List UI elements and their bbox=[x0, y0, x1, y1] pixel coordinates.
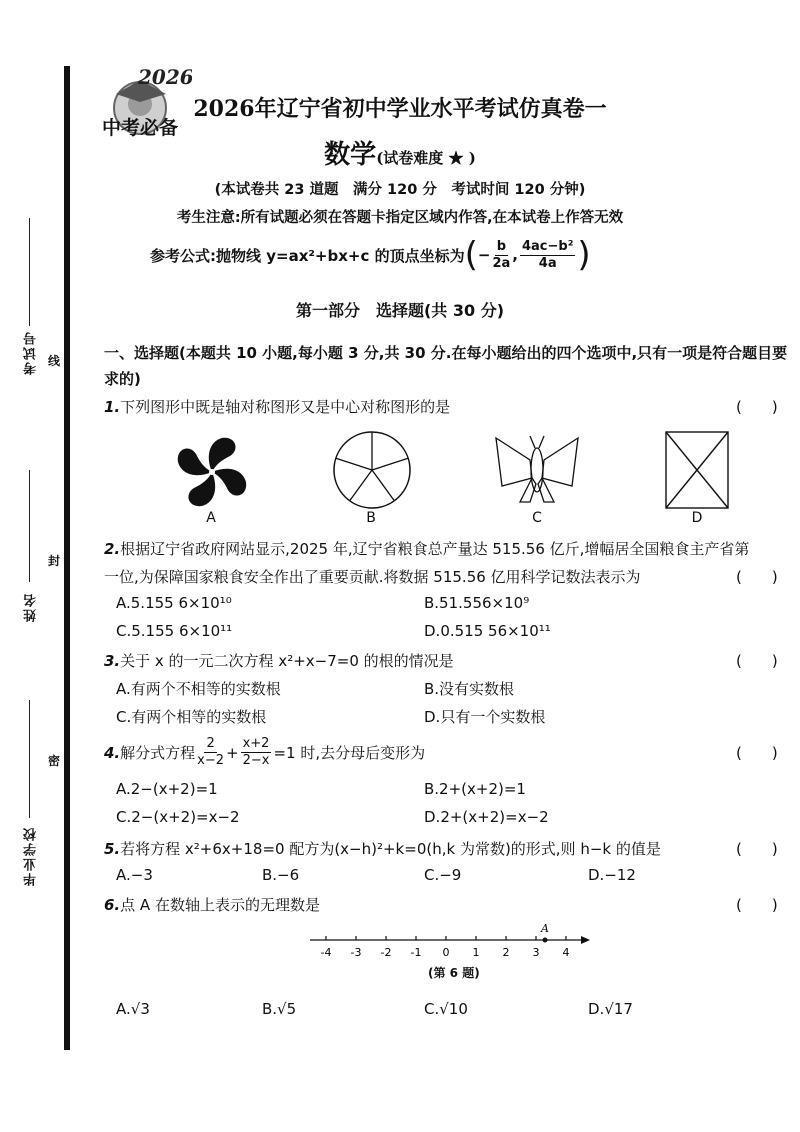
q3-option-c[interactable]: C.有两个相等的实数根 bbox=[116, 708, 267, 726]
school-label: 毕业学校 bbox=[24, 826, 39, 886]
cut-seal-mark: 封 bbox=[48, 554, 61, 568]
logo-year: 2026 bbox=[138, 65, 192, 89]
section-heading: 一、选择题(本题共 10 小题,每小题 3 分,共 30 分.在每小题给出的四个选项中,只有一项是符合题目要求的) bbox=[104, 344, 788, 388]
q4-option-b[interactable]: B.2+(x+2)=1 bbox=[424, 780, 526, 798]
answer-paren-1[interactable]: ( ) bbox=[736, 398, 778, 416]
q2-option-b[interactable]: B.51.556×10⁹ bbox=[424, 594, 530, 612]
figure-a-pinwheel bbox=[172, 432, 252, 516]
q4-option-a[interactable]: A.2−(x+2)=1 bbox=[116, 780, 218, 798]
exam-title: 2026年辽宁省初中学业水平考试仿真卷一 bbox=[193, 96, 607, 122]
question-5: 5.若将方程 x²+6x+18=0 配方为(x−h)²+k=0(h,k 为常数)的形式,则 h−k 的值是 bbox=[104, 840, 661, 858]
number-line-tick-label: 4 bbox=[562, 946, 570, 959]
q5-option-c[interactable]: C.−9 bbox=[424, 866, 462, 884]
number-line-tick-label: -4 bbox=[320, 946, 332, 959]
point-a-label: A bbox=[541, 922, 549, 935]
number-line-arrow bbox=[581, 936, 590, 944]
number-line-tick-label: -3 bbox=[350, 946, 362, 959]
answer-paren-4[interactable]: ( ) bbox=[736, 744, 778, 762]
cut-line-mark: 线 bbox=[48, 354, 61, 368]
formula-text: 参考公式:抛物线 y=ax²+bx+c 的顶点坐标为 bbox=[150, 246, 465, 265]
figure-b-divided-circle bbox=[330, 428, 414, 516]
question-2-line-2: 一位,为保障国家粮食安全作出了重要贡献.将数据 515.56 亿用科学记数法表示为 bbox=[104, 568, 641, 586]
subject-line bbox=[0, 134, 800, 171]
q5-option-b[interactable]: B.−6 bbox=[262, 866, 300, 884]
figure-label-d: D bbox=[691, 510, 703, 526]
exam-info: (本试卷共 23 道题 满分 120 分 考试时间 120 分钟) bbox=[214, 182, 586, 198]
figure-label-c: C bbox=[532, 510, 542, 526]
vertex-y-fraction: $\frac{\text{4ac−b²}}{4a}$ bbox=[521, 238, 574, 271]
q6-option-c[interactable]: C.√10 bbox=[424, 1000, 468, 1018]
number-line-tick-label: 0 bbox=[442, 946, 450, 959]
question-1: 1.下列图形中既是轴对称图形又是中心对称图形的是 bbox=[104, 398, 451, 416]
figure-d-crossed-rectangle bbox=[664, 430, 730, 514]
q6-option-d[interactable]: D.√17 bbox=[588, 1000, 633, 1018]
figure-c-butterfly bbox=[492, 432, 582, 512]
q4-option-c[interactable]: C.2−(x+2)=x−2 bbox=[116, 808, 240, 826]
question-2-line-1: 2.根据辽宁省政府网站显示,2025 年,辽宁省粮食总产量达 515.56 亿斤,增幅居全国粮食主产省第 bbox=[104, 540, 750, 558]
number-line-figure bbox=[300, 920, 600, 968]
school-blank[interactable] bbox=[29, 700, 30, 818]
name-blank[interactable] bbox=[29, 470, 30, 582]
name-label: 姓名 bbox=[24, 592, 39, 622]
number-line-tick-label: 1 bbox=[472, 946, 480, 959]
question-6: 6.点 A 在数轴上表示的无理数是 bbox=[104, 896, 320, 914]
cut-secret-mark: 密 bbox=[48, 754, 61, 768]
q4-fraction-1: $\frac{2}{x-2}$ bbox=[197, 736, 225, 768]
answer-paren-5[interactable]: ( ) bbox=[736, 840, 778, 858]
question-3: 3.关于 x 的一元二次方程 x²+x−7=0 的根的情况是 bbox=[104, 652, 454, 670]
q3-option-d[interactable]: D.只有一个实数根 bbox=[424, 708, 546, 726]
exam-number-label: 考试号 bbox=[24, 330, 39, 375]
figure-label-b: B bbox=[366, 510, 376, 526]
point-a-marker bbox=[543, 938, 548, 943]
number-line-tick-label: 2 bbox=[502, 946, 510, 959]
answer-paren-2[interactable]: ( ) bbox=[736, 568, 778, 586]
q6-option-b[interactable]: B.√5 bbox=[262, 1000, 297, 1018]
number-line-tick-label: 3 bbox=[532, 946, 540, 959]
figure-6-caption: (第 6 题) bbox=[428, 966, 480, 980]
number-line-tick-label: -2 bbox=[380, 946, 392, 959]
logo-text: 中考必备 bbox=[102, 117, 179, 139]
reference-formula: 参考公式:抛物线 y=ax²+bx+c 的顶点坐标为 ( − $\frac{b}{2a}$ , $\frac{\text{4ac−b²}}{4a}$ ) bbox=[150, 235, 591, 275]
q4-fraction-2: $\frac{x+2}{2-x}$ bbox=[242, 736, 270, 768]
q2-option-c[interactable]: C.5.155 6×10¹¹ bbox=[116, 622, 233, 640]
q2-option-a[interactable]: A.5.155 6×10¹⁰ bbox=[116, 594, 232, 612]
exam-notice: 考生注意:所有试题必须在答题卡指定区域内作答,在本试卷上作答无效 bbox=[176, 210, 624, 226]
q3-option-a[interactable]: A.有两个不相等的实数根 bbox=[116, 680, 281, 698]
part-title: 第一部分 选择题(共 30 分) bbox=[295, 301, 505, 320]
q5-option-d[interactable]: D.−12 bbox=[588, 866, 636, 884]
answer-paren-3[interactable]: ( ) bbox=[736, 652, 778, 670]
difficulty: (试卷难度 ★ ) bbox=[376, 149, 476, 167]
number-line-tick-label: -1 bbox=[410, 946, 422, 959]
q5-option-a[interactable]: A.−3 bbox=[116, 866, 153, 884]
vertex-x-fraction: $\frac{b}{2a}$ bbox=[492, 238, 511, 271]
q3-option-b[interactable]: B.没有实数根 bbox=[424, 680, 515, 698]
q6-option-a[interactable]: A.√3 bbox=[116, 1000, 150, 1018]
subject-name: 数学 bbox=[324, 140, 377, 170]
answer-paren-6[interactable]: ( ) bbox=[736, 896, 778, 914]
q4-option-d[interactable]: D.2+(x+2)=x−2 bbox=[424, 808, 549, 826]
figure-label-a: A bbox=[206, 510, 216, 526]
question-4: 4. 解分式方程 $\frac{2}{x-2}$ + $\frac{x+2}{2-x}$ =1 时,去分母后变形为 bbox=[104, 736, 426, 768]
q2-option-d[interactable]: D.0.515 56×10¹¹ bbox=[424, 622, 551, 640]
